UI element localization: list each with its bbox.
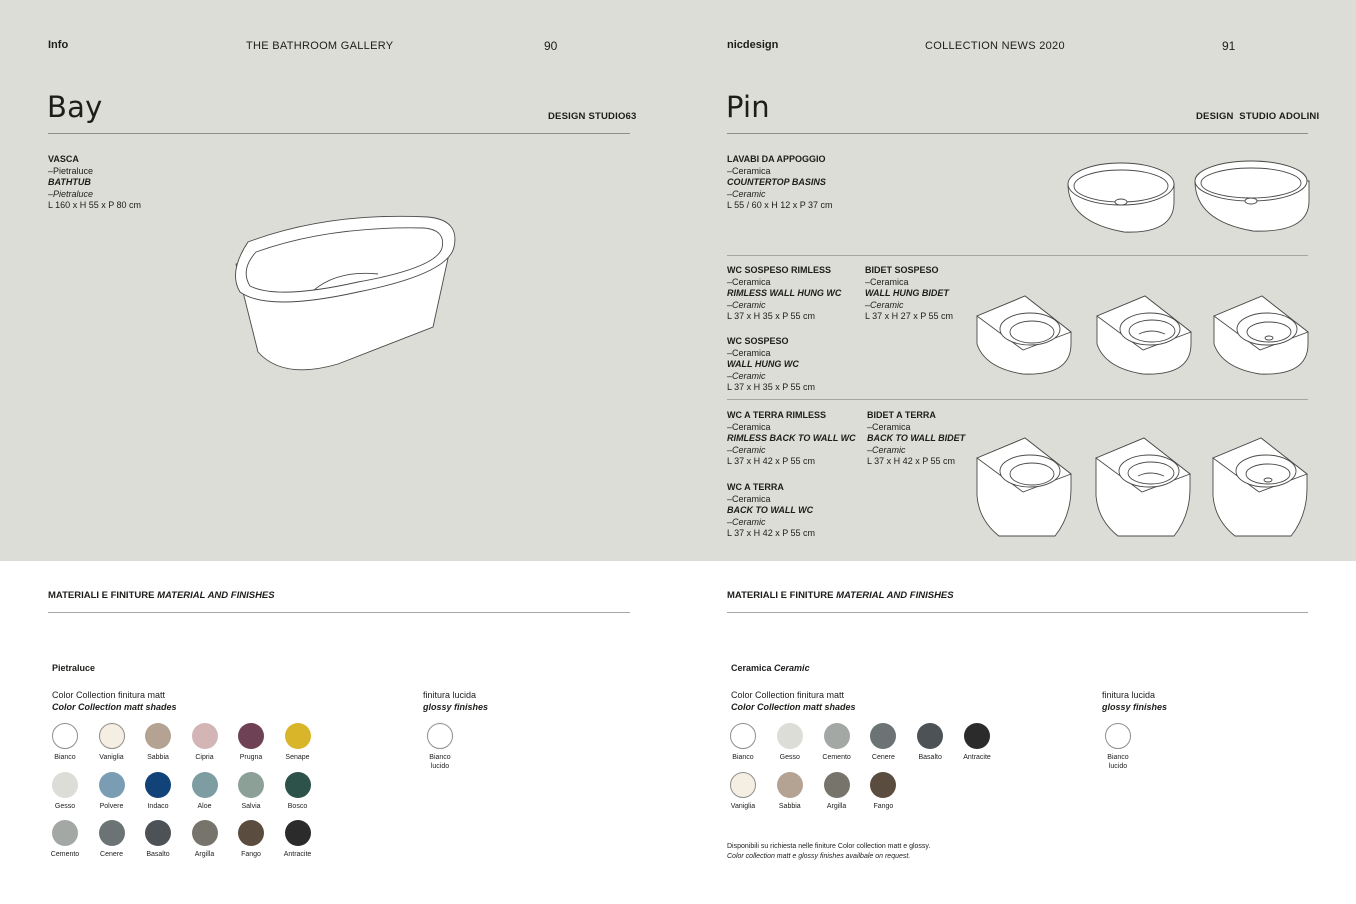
spec-material-en: –Ceramic xyxy=(865,299,904,310)
materials-rule xyxy=(727,612,1308,613)
glossy-heading xyxy=(1102,690,1167,713)
color-swatch xyxy=(777,772,803,798)
spec-material-en: –Pietraluce xyxy=(48,188,94,199)
spec-name-it: VASCA xyxy=(48,154,79,164)
color-swatch xyxy=(285,820,311,846)
spec-name-en: BACK TO WALL BIDET xyxy=(867,433,966,443)
basin-60-illustration xyxy=(1193,159,1311,237)
spec-name-it: BIDET SOSPESO xyxy=(865,265,939,275)
wc-wall-spec xyxy=(727,336,815,394)
spec-name-en: WALL HUNG BIDET xyxy=(865,288,949,298)
color-swatch xyxy=(52,820,78,846)
color-swatch xyxy=(145,820,171,846)
color-swatch-label: Cenere xyxy=(871,754,895,761)
color-swatch xyxy=(145,723,171,749)
color-swatch-label: Antracite xyxy=(283,851,312,858)
basin-55-illustration xyxy=(1066,162,1178,236)
color-swatch xyxy=(192,723,218,749)
glossy-heading xyxy=(423,690,488,713)
material-name-it: Ceramica xyxy=(731,663,772,673)
color-swatch-label: Polvere xyxy=(99,802,124,810)
color-swatch xyxy=(238,723,264,749)
spec-dimensions: L 55 / 60 x H 12 x P 37 cm xyxy=(727,200,833,210)
color-swatch-label: Senape xyxy=(285,754,310,761)
brand-label: nicdesign xyxy=(727,39,779,51)
materials-title-en: MATERIAL AND FINISHES xyxy=(836,590,954,601)
color-swatch-label: Gesso xyxy=(54,802,76,810)
spec-dimensions: L 37 x H 42 x P 55 cm xyxy=(727,456,816,466)
color-swatch xyxy=(730,772,756,798)
glossy-heading-en: glossy finishes xyxy=(1102,701,1168,712)
color-swatch xyxy=(99,820,125,846)
color-swatch xyxy=(52,723,78,749)
spec-material-it: –Ceramica xyxy=(727,421,771,432)
spec-name-en: RIMLESS WALL HUNG WC xyxy=(727,288,842,298)
color-swatch-label: Indaco xyxy=(147,802,169,810)
spec-name-it: WC A TERRA xyxy=(727,482,784,492)
designer-label: DESIGN STUDIO63 xyxy=(548,111,637,122)
spec-material-en: –Ceramic xyxy=(727,516,766,527)
availability-note-en: Color collection matt e glossy finishes availbale on request. xyxy=(727,852,911,860)
wc-rimless-spec xyxy=(727,265,841,323)
color-swatch-label: Cemento xyxy=(50,851,80,858)
materials-title-it: MATERIALI E FINITURE xyxy=(727,590,834,601)
spec-name-en: BATHTUB xyxy=(48,177,91,187)
materials-rule xyxy=(48,612,630,613)
glossy-heading-it: finitura lucida xyxy=(423,690,477,700)
material-name-en: Ceramic xyxy=(774,663,810,673)
color-swatch xyxy=(824,723,850,749)
spec-material-en: –Ceramic xyxy=(727,370,766,381)
color-swatch xyxy=(99,723,125,749)
gallery-label: THE BATHROOM GALLERY xyxy=(246,40,394,52)
matt-heading-it: Color Collection finitura matt xyxy=(52,690,166,700)
color-swatch-label: Fango xyxy=(873,802,894,810)
color-swatch-label: Bianco xyxy=(54,754,76,761)
color-swatch-label: Bianco xyxy=(732,754,754,761)
color-swatch xyxy=(238,772,264,798)
materials-title-en: MATERIAL AND FINISHES xyxy=(157,590,275,601)
spec-material-en: –Ceramic xyxy=(727,188,766,199)
color-swatch xyxy=(964,723,990,749)
spec-dimensions: L 160 x H 55 x P 80 cm xyxy=(48,200,142,210)
glossy-heading-it: finitura lucida xyxy=(1102,690,1156,700)
spec-name-en: BACK TO WALL WC xyxy=(727,505,814,515)
spec-material-en: –Ceramic xyxy=(727,299,766,310)
spec-dimensions: L 37 x H 42 x P 55 cm xyxy=(867,456,956,466)
color-swatch-label-line: lucido xyxy=(430,763,450,770)
spec-dimensions: L 37 x H 35 x P 55 cm xyxy=(727,311,816,321)
spec-name-it: WC SOSPESO xyxy=(727,336,789,346)
spec-dimensions: L 37 x H 27 x P 55 cm xyxy=(865,311,954,321)
color-swatch-label: Cenere xyxy=(100,851,123,858)
color-swatch-label: Argilla xyxy=(826,802,847,810)
matt-heading xyxy=(731,690,856,713)
bathtub-spec xyxy=(48,154,141,212)
color-swatch-label: Cipria xyxy=(195,754,214,761)
color-swatch-label: Fango xyxy=(241,851,261,858)
color-swatch xyxy=(99,772,125,798)
basins-spec xyxy=(727,154,833,212)
product-title: Bay xyxy=(47,90,103,124)
title-rule xyxy=(48,133,630,134)
product-title: Pin xyxy=(726,90,770,124)
matt-heading xyxy=(52,690,177,713)
section-rule xyxy=(727,399,1308,400)
material-name: Pietraluce xyxy=(52,663,96,673)
color-swatch xyxy=(238,820,264,846)
color-swatch xyxy=(917,723,943,749)
designer-label: DESIGN STUDIO ADOLINI xyxy=(1196,111,1320,122)
color-swatch-label-line: Bianco xyxy=(429,754,451,761)
spec-name-it: BIDET A TERRA xyxy=(867,410,936,420)
color-swatch-label xyxy=(410,753,470,771)
bathtub-illustration xyxy=(228,212,460,378)
spec-dimensions: L 37 x H 42 x P 55 cm xyxy=(727,528,816,538)
color-swatch-label: Salvia xyxy=(241,802,261,810)
color-swatch-label: Basalto xyxy=(918,754,942,761)
color-swatch xyxy=(52,772,78,798)
materials-title xyxy=(727,590,954,601)
spec-dimensions: L 37 x H 35 x P 55 cm xyxy=(727,382,816,392)
color-swatch-label: Bosco xyxy=(287,802,308,810)
color-swatch-label: Basalto xyxy=(146,851,170,858)
collection-label: COLLECTION NEWS 2020 xyxy=(925,40,1065,52)
bidet-floor-spec xyxy=(867,410,965,468)
availability-note xyxy=(727,842,930,861)
floor-bidet-illustration xyxy=(1211,436,1309,540)
materials-title-it: MATERIALI E FINITURE xyxy=(48,590,155,601)
spec-material-it: –Pietraluce xyxy=(48,165,94,176)
color-swatch-label: Vaniglia xyxy=(99,754,124,761)
bidet-wall-spec xyxy=(865,265,953,323)
wall-hung-wc-illustration xyxy=(1095,294,1193,376)
color-swatch xyxy=(824,772,850,798)
spec-name-it: WC SOSPESO RIMLESS xyxy=(727,265,832,275)
floor-wc-rimless-illustration xyxy=(975,436,1073,540)
matt-heading-en: Color Collection matt shades xyxy=(52,701,177,712)
color-swatch-label-line: Bianco xyxy=(1107,754,1129,761)
spec-material-en: –Ceramic xyxy=(727,444,766,455)
color-swatch-label: Sabbia xyxy=(147,754,169,761)
spec-name-en: WALL HUNG WC xyxy=(727,359,799,369)
spec-material-en: –Ceramic xyxy=(867,444,906,455)
color-swatch xyxy=(777,723,803,749)
spec-name-it: WC A TERRA RIMLESS xyxy=(727,410,826,420)
color-swatch xyxy=(1105,723,1131,749)
color-swatch xyxy=(730,723,756,749)
title-rule xyxy=(727,133,1308,134)
color-swatch xyxy=(870,723,896,749)
availability-note-it: Disponibili su richiesta nelle finiture Color collection matt e glossy. xyxy=(727,843,931,850)
color-swatch xyxy=(285,772,311,798)
color-swatch xyxy=(192,820,218,846)
wall-hung-bidet-illustration xyxy=(1212,294,1310,376)
page-number: 91 xyxy=(1222,39,1236,53)
color-swatch xyxy=(192,772,218,798)
spec-material-it: –Ceramica xyxy=(727,347,771,358)
color-swatch-label: Sabbia xyxy=(778,802,801,810)
color-swatch-label: Vaniglia xyxy=(730,802,756,810)
color-swatch-label: Cemento xyxy=(822,754,851,761)
color-swatch-label: Aloe xyxy=(197,802,212,810)
spec-material-it: –Ceramica xyxy=(867,421,911,432)
color-swatch-label: Argilla xyxy=(194,851,215,858)
wc-floor-rimless-spec xyxy=(727,410,856,468)
color-swatch xyxy=(285,723,311,749)
floor-wc-illustration xyxy=(1094,436,1192,540)
spec-material-it: –Ceramica xyxy=(727,165,771,176)
page-number: 90 xyxy=(544,39,558,53)
matt-heading-en: Color Collection matt shades xyxy=(731,701,856,712)
color-swatch-label: Prugna xyxy=(239,754,263,761)
color-swatch xyxy=(427,723,453,749)
spec-material-it: –Ceramica xyxy=(727,493,771,504)
wall-hung-wc-rimless-illustration xyxy=(975,294,1073,376)
color-swatch xyxy=(870,772,896,798)
spec-name-en: RIMLESS BACK TO WALL WC xyxy=(727,433,856,443)
materials-title xyxy=(48,590,275,601)
color-swatch-label: Antracite xyxy=(963,754,991,761)
section-rule xyxy=(727,255,1308,256)
color-swatch-label-line: lucido xyxy=(1108,763,1128,770)
spec-name-it: LAVABI DA APPOGGIO xyxy=(727,154,826,164)
section-label: Info xyxy=(48,39,69,51)
spec-material-it: –Ceramica xyxy=(865,276,909,287)
wc-floor-spec xyxy=(727,482,815,540)
spec-material-it: –Ceramica xyxy=(727,276,771,287)
glossy-heading-en: glossy finishes xyxy=(423,701,489,712)
color-swatch-label xyxy=(1088,753,1148,771)
color-swatch xyxy=(145,772,171,798)
spec-name-en: COUNTERTOP BASINS xyxy=(727,177,826,187)
material-name xyxy=(731,663,810,673)
matt-heading-it: Color Collection finitura matt xyxy=(731,690,845,700)
color-swatch-label: Gesso xyxy=(779,754,800,761)
